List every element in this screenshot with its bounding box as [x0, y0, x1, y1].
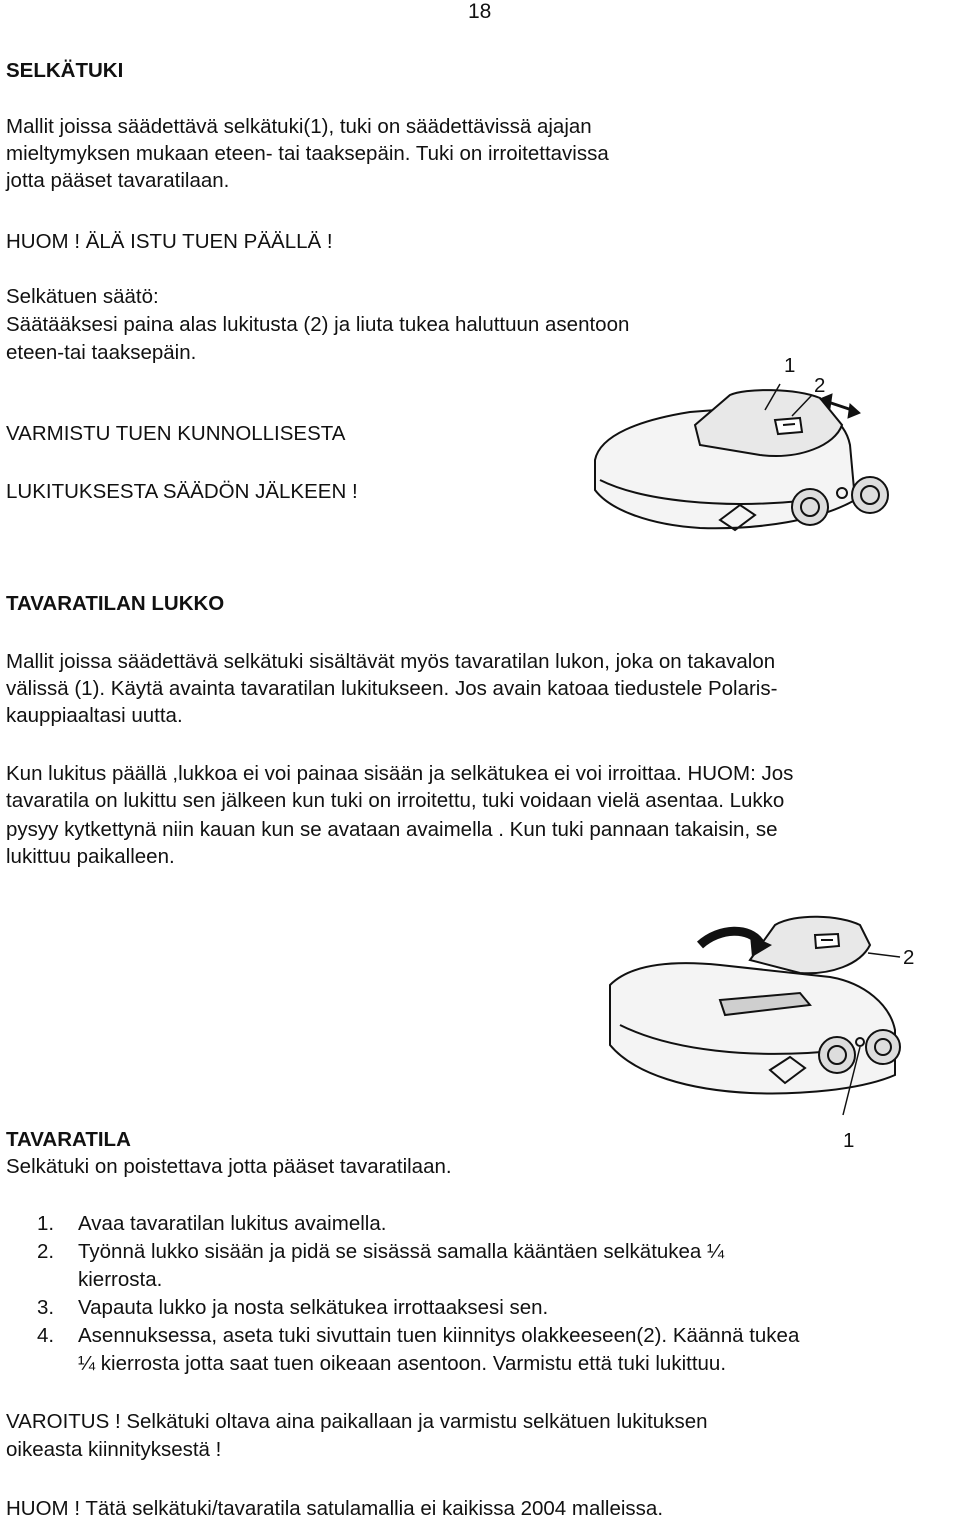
step-text: ¼ kierrosta jotta saat tuen oikeaan asentoon. Varmistu että tuki lukittuu. [78, 1352, 727, 1375]
warning-text: HUOM ! ÄLÄ ISTU TUEN PÄÄLLÄ ! [6, 230, 333, 253]
page-number: 18 [468, 0, 492, 23]
model-note: HUOM ! Tätä selkätuki/tavaratila satulamallia ei kaikissa 2004 malleissa. [6, 1497, 664, 1520]
figure-callout-2: 2 [814, 374, 826, 397]
intro-line: mieltymyksen mukaan eteen- tai taaksepäin. Tuki on irroitettavissa [6, 142, 609, 165]
step-text: kierrosta. [78, 1268, 163, 1291]
backrest-adjust-illustration [580, 350, 910, 550]
adjust-line: Selkätuen säätö: [6, 285, 159, 308]
warning-line: VAROITUS ! Selkätuki oltava aina paikallaan ja varmistu selkätuen lukituksen [6, 1410, 708, 1433]
figure-callout-2: 2 [903, 946, 915, 969]
step-number: 4. [37, 1324, 55, 1347]
paragraph-line: välissä (1). Käytä avainta tavaratilan lukitukseen. Jos avain katoaa tiedustele Polaris- [6, 677, 778, 700]
step-text: Asennuksessa, aseta tuki sivuttain tuen kiinnitys olakkeeseen(2). Käännä tukea [78, 1324, 800, 1347]
paragraph-line: tavaratila on lukittu sen jälkeen kun tuki on irroitettu, tuki voidaan vielä asentaa. Lukko [6, 789, 785, 812]
step-number: 3. [37, 1296, 55, 1319]
step-text: Työnnä lukko sisään ja pidä se sisässä samalla kääntäen selkätukea ¼ [78, 1240, 725, 1263]
paragraph-line: Kun lukitus päällä ,lukkoa ei voi painaa sisään ja selkätukea ei voi irroittaa. HUOM: Jos [6, 762, 794, 785]
step-number: 2. [37, 1240, 55, 1263]
verify-line: LUKITUKSESTA SÄÄDÖN JÄLKEEN ! [6, 480, 358, 503]
adjust-line: Säätääksesi paina alas lukitusta (2) ja liuta tukea haluttuun asentoon [6, 313, 630, 336]
tavaratila-intro: Selkätuki on poistettava jotta pääset tavaratilaan. [6, 1155, 452, 1178]
figure-callout-1: 1 [843, 1129, 855, 1152]
step-text: Vapauta lukko ja nosta selkätukea irrottaaksesi sen. [78, 1296, 549, 1319]
paragraph-line: lukittuu paikalleen. [6, 845, 175, 868]
intro-line: jotta pääset tavaratilaan. [6, 169, 230, 192]
section-heading-selkatuki: SELKÄTUKI [6, 59, 124, 82]
warning-line: oikeasta kiinnityksestä ! [6, 1438, 222, 1461]
step-text: Avaa tavaratilan lukitus avaimella. [78, 1212, 387, 1235]
section-heading-tavaratila: TAVARATILA [6, 1128, 131, 1151]
figure-callout-1: 1 [784, 354, 796, 377]
paragraph-line: kauppiaaltasi uutta. [6, 704, 183, 727]
step-number: 1. [37, 1212, 55, 1235]
paragraph-line: pysyy kytkettynä niin kauan kun se avataan avaimella . Kun tuki pannaan takaisin, se [6, 818, 778, 841]
paragraph-line: Mallit joissa säädettävä selkätuki sisältävät myös tavaratilan lukon, joka on takavalon [6, 650, 776, 673]
intro-line: Mallit joissa säädettävä selkätuki(1), tuki on säädettävissä ajajan [6, 115, 592, 138]
section-heading-lukko: TAVARATILAN LUKKO [6, 592, 225, 615]
storage-lock-illustration [600, 905, 920, 1120]
verify-line: VARMISTU TUEN KUNNOLLISESTA [6, 422, 346, 445]
adjust-line: eteen-tai taaksepäin. [6, 341, 197, 364]
